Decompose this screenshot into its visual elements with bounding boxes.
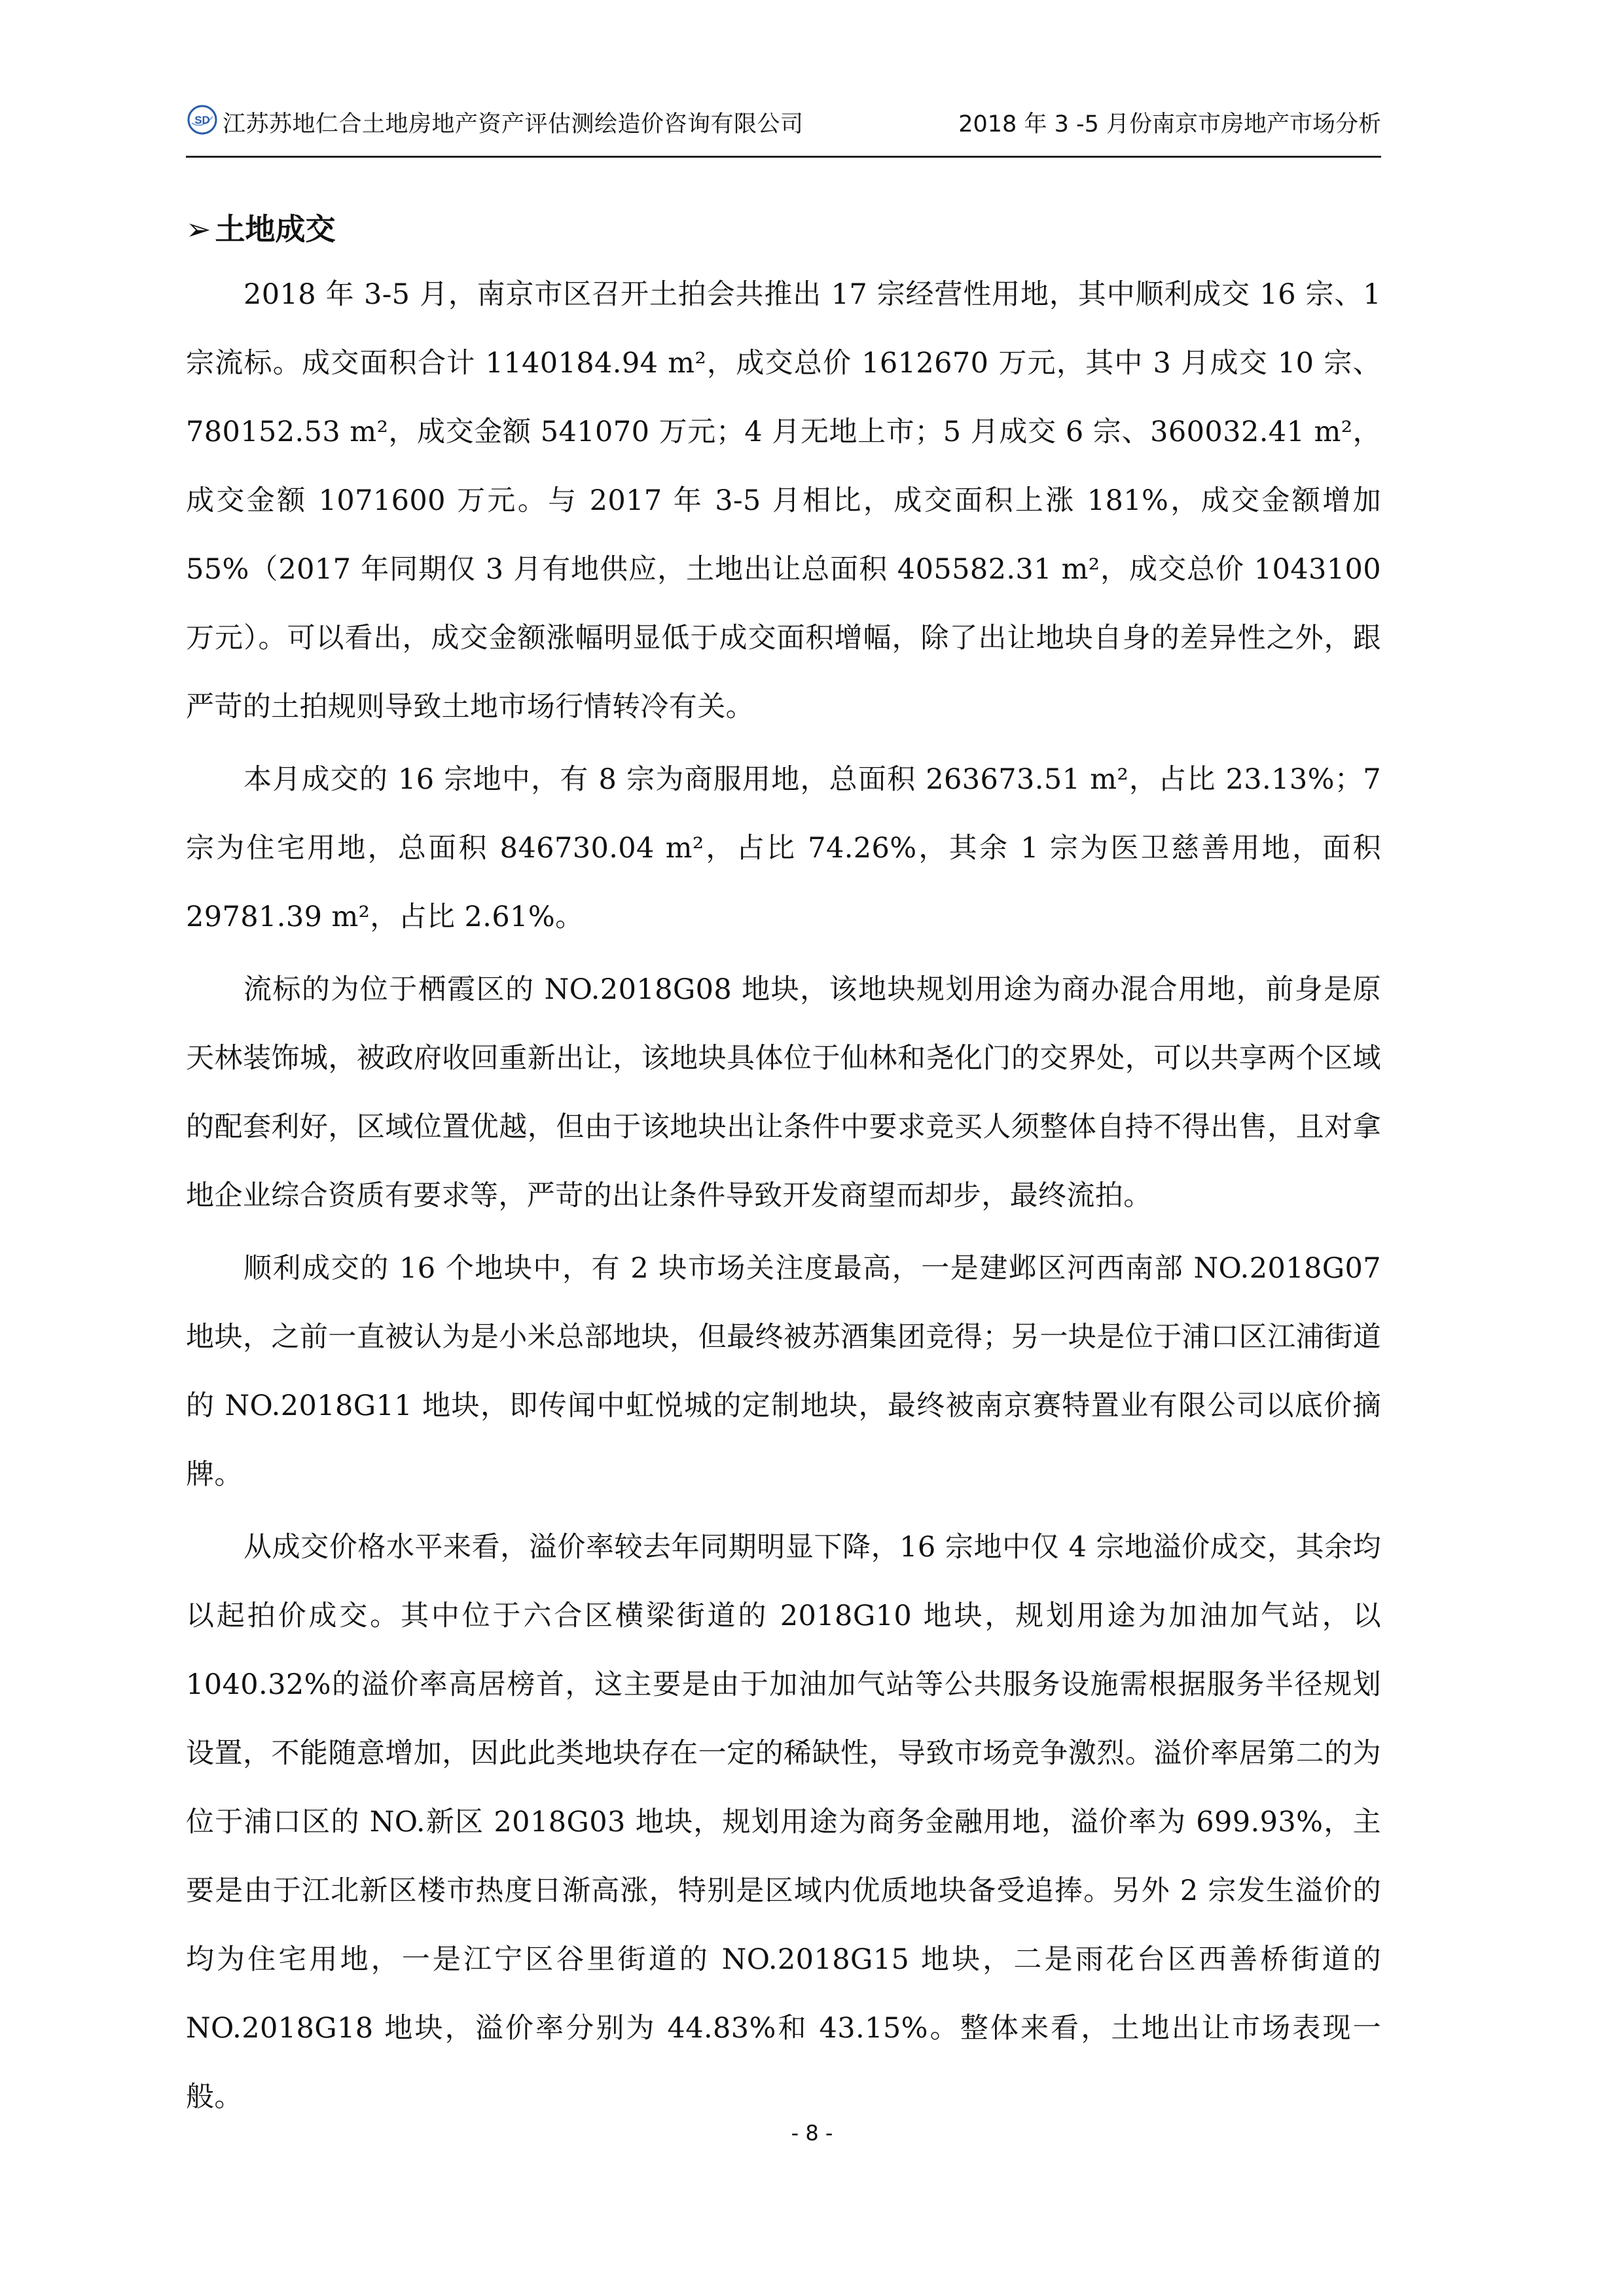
paragraph-premium-rates: 从成交价格水平来看，溢价率较去年同期明显下降，16 宗地中仅 4 宗地溢价成交，其余均以起拍价成交。其中位于六合区横梁街道的 2018G10 地块，规划用途为加油加气站，以 1040.32%的溢价率高居榜首，这主要是由于加油加气站等公共服务设施需根据服务半径规划设置，不能随意增加，因此此类地块存在一定的稀缺性，导致市场竞争激烈。溢价率居第二的为位于浦口区的 NO.新区 2018G03 地块，规划用途为商务金融用地，溢价率为 699.93%，主要是由于江北新区楼市热度日渐高涨，特别是区域内优质地块备受追捧。另外 2 宗发生溢价的均为住宅用地，一是江宁区谷里街道的 NO.2018G15 地块，二是雨花台区西善桥街道的 NO.2018G18 地块，溢价率分别为 44.83%和 43.15%。整体来看，土地出让市场表现一般。 bbox=[186, 1531, 1381, 2113]
page-number: - 8 - bbox=[791, 2121, 833, 2145]
report-title: 2018 年 3 -5 月份南京市房地产市场分析 bbox=[958, 111, 1381, 137]
section-title-text: 土地成交 bbox=[215, 211, 336, 247]
main-content bbox=[186, 208, 1381, 2132]
svg-text:SD: SD bbox=[194, 114, 210, 126]
page-header bbox=[186, 97, 1381, 158]
company-logo-icon bbox=[186, 103, 219, 136]
paragraph-hot-plots: 顺利成交的 16 个地块中，有 2 块市场关注度最高，一是建邺区河西南部 NO.2018G07 地块，之前一直被认为是小米总部地块，但最终被苏酒集团竞得；另一块是位于浦口区江浦街道的 NO.2018G11 地块，即传闻中虹悦城的定制地块，最终被南京赛特置业有限公司以底价摘牌。 bbox=[186, 1252, 1381, 1491]
section-heading bbox=[186, 208, 1381, 250]
paragraph-land-use-breakdown: 本月成交的 16 宗地中，有 8 宗为商服用地，总面积 263673.51 m²，占比 23.13%；7 宗为住宅用地，总面积 846730.04 m²，占比 74.26%，其余 1 宗为医卫慈善用地，面积 29781.39 m²，占比 2.61%。 bbox=[186, 763, 1381, 933]
arrow-bullet-icon: ➢ bbox=[186, 211, 211, 247]
paragraph-overview: 2018 年 3-5 月，南京市区召开土拍会共推出 17 宗经营性用地，其中顺利成交 16 宗、1 宗流标。成交面积合计 1140184.94 m²，成交总价 1612670 万元，其中 3 月成交 10 宗、780152.53 m²，成交金额 541070 万元；4 月无地上市；5 月成交 6 宗、360032.41 m²，成交金额 1071600 万元。与 2017 年 3-5 月相比，成交面积上涨 181%，成交金额增加 55%（2017 年同期仅 3 月有地供应，土地出让总面积 405582.31 m²，成交总价 1043100 万元）。可以看出，成交金额涨幅明显低于成交面积增幅，除了出让地块自身的差异性之外，跟严苛的土拍规则导致土地市场行情转冷有关。 bbox=[186, 278, 1381, 723]
paragraph-failed-auction: 流标的为位于栖霞区的 NO.2018G08 地块，该地块规划用途为商办混合用地，前身是原天林装饰城，被政府收回重新出让，该地块具体位于仙林和尧化门的交界处，可以共享两个区域的配套利好，区域位置优越，但由于该地块出让条件中要求竞买人须整体自持不得出售，且对拿地企业综合资质有要求等，严苛的出让条件导致开发商望而却步，最终流拍。 bbox=[186, 973, 1381, 1212]
company-name: 江苏苏地仁合土地房地产资产评估测绘造价咨询有限公司 bbox=[223, 111, 804, 137]
